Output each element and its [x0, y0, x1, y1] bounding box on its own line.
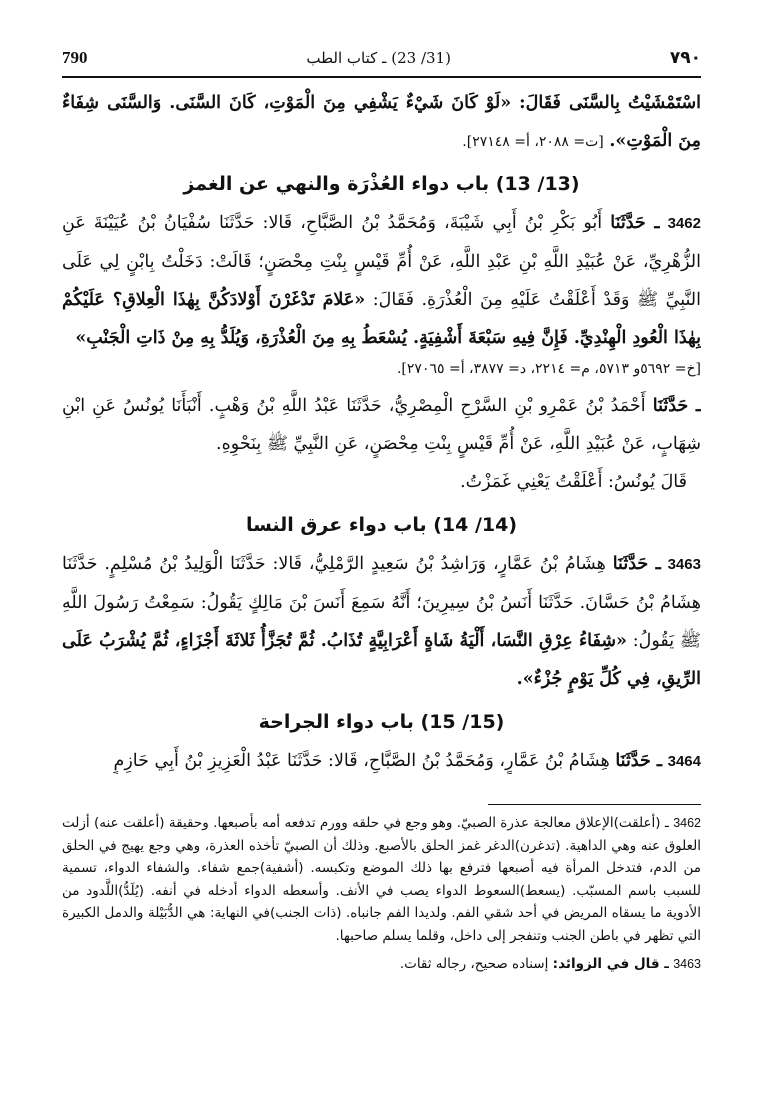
footnote-3462 [62, 812, 701, 947]
hadith-text: هِشَامُ بْنُ عَمَّارٍ، وَمُحَمَّدُ بْنُ الصَّبَّاحِ، قَالا: حَدَّثَنَا عَبْدُ الْعَزِيزِ بْنُ أَبِي حَازِمٍ [113, 751, 610, 771]
running-title: (31/ 23) ـ كتاب الطب [306, 49, 451, 67]
footnote-number: 3462 [673, 816, 701, 830]
intro-paragraph [62, 84, 701, 160]
footnote-text: ـ (أعلقت)الإعلاق معالجة عذرة الصبيّ. وهو وجع في حلقه وورم تدفعه أمه بأصبعها. وحقيقة (أعلقت عنه) أزلت العلوق عنه وهي الداهية. (تدغرن)الدغر غمز الحلق بالأصبع. وذلك أن الصبيّ تأخذه العذرة، وهي وجع يهيج في الحلق من الدم، فتدخل المرأة فيه أصبعها فترفع بها ذلك الموضع وتكبسه. (أشفية)جمع شفاء. والشفاء الدواء، تسمية للسبب باسم المسبّب. (يسعط)السعوط الدواء يصب في الأنف. وأسعطه الدواء أدخله في أنفه. (يُلَدُّ)اللَّدود من الأدوية ما يسقاه المريض في أحد شقي الفم. ولديدا الفم جانباه. (ذات الجنب)في النهاية: هي الدُّبَيْلة والدمل الكبيرة التي تظهر في باطن الجنب وتنفجر إلى داخل، وقلما يسلم صاحبها. [62, 815, 701, 944]
hadith-number: 3463 [667, 556, 701, 573]
intro-text: اسْتَمْشَيْتُ بِالسَّنَى فَقَالَ: «لَوْ كَانَ شَيْءٌ يَشْفِي مِنَ الْمَوْتِ، كَانَ السَّنَى. وَالسَّنَى شِفَاءٌ مِنَ الْمَوْتِ». [62, 93, 701, 151]
footnote-number: 3463 [673, 957, 701, 971]
hadith-quote: «عَلامَ تَدْغَرْنَ أَوْلادَكُنَّ بِهٰذَا الْعِلاقِ؟ عَلَيْكُمْ بِهٰذَا الْعُودِ الْهِنْدِيِّ. فَإِنَّ فِيهِ سَبْعَةَ أَشْفِيَةٍ. يُسْعَطُ بِهِ مِنَ الْعُذْرَةِ، وَيُلَدُّ بِهِ مِنْ ذَاتِ الْجَنْبِ» [62, 290, 701, 348]
page-body [62, 84, 701, 774]
section-15-heading: (15/ 15) باب دواء الجراحة [258, 711, 505, 733]
hadith-lead: ـ حَدَّثَنَا [615, 751, 663, 771]
page-number-latin: 790 [62, 48, 88, 67]
hadith-3463 [62, 545, 701, 698]
section-14-heading: (14/ 14) باب دواء عرق النسا [245, 514, 518, 536]
footnotes [62, 812, 701, 1022]
hadith-quote: «شِفَاءُ عِرْقِ النَّسَا، أَلْيَةُ شَاةٍ أَعْرَابِيَّةٍ تُذَابُ. ثُمَّ تُجَزَّأُ ثَلاثَةَ أَجْزَاءٍ، ثُمَّ يُشْرَبُ عَلَى الرِّيقِ، فِي كُلِّ يَوْمٍ جُزْءٌ». [62, 631, 701, 689]
yunus-text: قَالَ يُونُسُ: أَعْلَقْتُ يَعْنِي غَمَزْتُ. [460, 472, 687, 492]
intro-citation: [ت= ٢٠٨٨، أ= ٢٧١٤٨]. [462, 134, 604, 150]
yunus-comment [62, 463, 701, 501]
hadith-3462 [62, 204, 701, 357]
footnote-separator [488, 804, 701, 805]
page-header [62, 40, 701, 78]
footnote-3463 [62, 953, 701, 976]
hadith-3464 [62, 742, 701, 774]
chain2-text: أَحْمَدُ بْنُ عَمْرِو بْنِ السَّرْحِ الْمِصْرِيُّ، حَدَّثَنَا عَبْدُ اللَّهِ بْنُ وَهْبٍ. أَنْبَأَنَا يُونُسُ عَنِ ابْنِ شِهَابٍ، عَنْ عُبَيْدِ اللَّهِ، عَنْ أُمِّ قَيْسٍ بِنْتِ مِحْصَنٍ، عَنِ النَّبِيِّ ﷺ بِنَحْوِهِ. [62, 396, 701, 454]
footnote-text: إسناده صحيح، رجاله ثقات. [399, 956, 549, 972]
hadith-lead: ـ حَدَّثَنَا [610, 213, 660, 233]
hadith-lead: ـ حَدَّثَنَا [612, 554, 661, 574]
footnote-lead: ـ قال في الزوائد: [552, 956, 669, 972]
hadith-3462-chain2 [62, 387, 701, 463]
hadith-text: هِشَامُ بْنُ عَمَّارٍ، وَرَاشِدُ بْنُ سَعِيدٍ الرَّمْلِيُّ، قَالا: حَدَّثَنَا الْوَلِيدُ بْنُ مُسْلِمٍ. حَدَّثَنَا هِشَامُ بْنُ حَسَّانَ. حَدَّثَنَا أَنَسُ بْنُ سِيرِينَ؛ أَنَّهُ سَمِعَ أَنَسَ بْنَ مَالِكٍ يَقُولُ: سَمِعْتُ رَسُولَ اللَّهِ ﷺ يَقُولُ: [62, 554, 701, 651]
hadith-3462-citation: [خ= ٥٦٩٢و ٥٧١٣، م= ٢٢١٤، د= ٣٨٧٧، أ= ٢٧٠٦٥]. [396, 361, 701, 377]
page-number-arabic: ٧٩٠ [669, 48, 701, 68]
hadith-text: أَبُو بَكْرِ بْنُ أَبِي شَيْبَةَ، وَمُحَمَّدُ بْنُ الصَّبَّاحِ، قَالا: حَدَّثَنَا سُفْيَانُ بْنُ عُيَيْنَةَ عَنِ الزُّهْرِيِّ، عَنْ عُبَيْدِ اللَّهِ بْنِ عَبْدِ اللَّهِ، عَنْ أُمِّ قَيْسٍ بِنْتِ مِحْصَنٍ؛ قَالَتْ: دَخَلْتُ بِابْنٍ لِي عَلَى النَّبِيِّ ﷺ وَقَدْ أَعْلَقْتُ عَلَيْهِ مِنَ الْعُذْرَةِ. فَقَالَ: [62, 213, 701, 310]
hadith-number: 3462 [667, 215, 701, 232]
chain2-lead: ـ حَدَّثَنَا [652, 396, 701, 416]
section-13-heading: (13/ 13) باب دواء العُذْرَة والنهي عن الغمز [183, 173, 580, 195]
hadith-number: 3464 [667, 753, 701, 770]
